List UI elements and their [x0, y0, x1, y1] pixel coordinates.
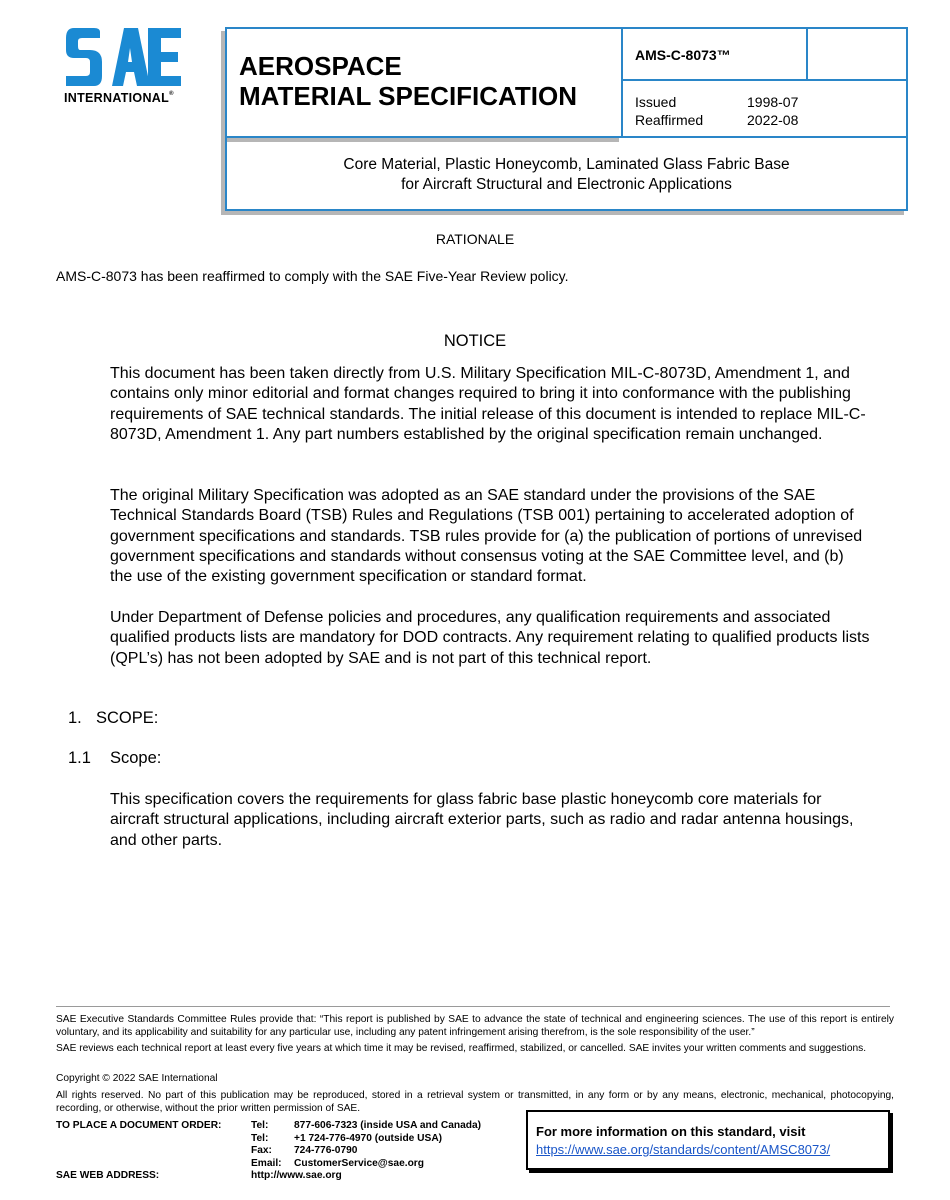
contact-tel-domestic: Tel: 877-606-7323 (inside USA and Canada) [251, 1120, 482, 1131]
more-info-box [526, 1110, 890, 1170]
subtitle-line-1: Core Material, Plastic Honeycomb, Laminated Glass Fabric Base [343, 156, 790, 173]
review-note: SAE reviews each technical report at least every five years at which time it may be revised, reaffirmed, stabilized, or cancelled. SAE invites your written comments and suggestions. [56, 1043, 867, 1054]
contact-list [251, 1120, 481, 1183]
issued-row [635, 94, 798, 111]
subtitle-box [225, 136, 908, 211]
document-number-box [621, 27, 808, 81]
sae-logo: INTERNATIONAL® [64, 28, 194, 105]
standard-page-link[interactable]: https://www.sae.org/standards/content/AMSC8073/ [536, 1142, 831, 1157]
fax-number: 724-776-0790 [294, 1145, 358, 1157]
contact-fax: Fax: 724-776-0790 [251, 1145, 358, 1157]
logo-subtitle: INTERNATIONAL [64, 91, 170, 105]
footer-divider [56, 1006, 890, 1007]
issued-date: 1998-07 [747, 94, 799, 110]
order-label: TO PLACE A DOCUMENT ORDER: [56, 1120, 222, 1131]
sae-logo-mark [64, 28, 182, 88]
section-1-1-title: Scope: [110, 749, 162, 767]
issued-label: Issued [635, 94, 677, 110]
more-info-title: For more information on this standard, visit [536, 1124, 806, 1139]
rules-note: SAE Executive Standards Committee Rules provide that: “This report is published by SAE to advance the state of technical and engineering sciences. The use of this report is entirely voluntary, and its applicability and suitability for any particular use, including any patent infringement arising therefrom, is the sole responsibility of the user.” [56, 1014, 894, 1038]
contact-email: Email: CustomerService@sae.org [251, 1157, 424, 1169]
document-subtitle [227, 155, 906, 195]
document-number: AMS-C-8073™ [635, 47, 731, 63]
issue-dates-box [621, 79, 908, 138]
document-type-title [239, 51, 577, 111]
notice-paragraph-1: This document has been taken directly from U.S. Military Specification MIL-C-8073D, Amendment 1, and contains only minor editorial and format changes required to bring it into conformance with the publishing requirements of SAE technical standards. The initial release of this document is intended to replace MIL-C-8073D, Amendment 1. Any part numbers established by the original specification remain unchanged. [110, 365, 866, 443]
notice-paragraph-2: The original Military Specification was adopted as an SAE standard under the provisions of the SAE Technical Standards Board (TSB) Rules and Regulations (TSB 001) pertaining to accelerated adoption of government specifications and standards. TSB rules provide for (a) the publication of portions of unrevised government specifications and standards without consensus voting at the SAE Committee level, and (b) the use of the existing government specification or standard format. [110, 487, 863, 586]
title-line-2: MATERIAL SPECIFICATION [239, 81, 577, 111]
notice-heading: NOTICE [443, 332, 507, 350]
notice-paragraph-3: Under Department of Defense policies and procedures, any qualification requirements and associated qualified products lists are mandatory for DOD contracts. Any requirement relating to qualified products lists (QPL’s) has not been adopted by SAE and is not part of this technical report. [110, 609, 870, 667]
phone-international[interactable]: +1 724-776-4970 (outside USA) [294, 1132, 443, 1144]
section-1-1-number: 1.1 [68, 749, 91, 767]
reaffirmed-date: 2022-08 [747, 112, 799, 128]
section-1-title: SCOPE: [96, 709, 159, 727]
title-line-1: AEROSPACE [239, 51, 402, 81]
copyright: Copyright © 2022 SAE International [56, 1073, 218, 1084]
section-1-number: 1. [68, 709, 82, 727]
web-address-link[interactable]: http://www.sae.org [251, 1170, 342, 1182]
email-address[interactable]: CustomerService@sae.org [294, 1157, 424, 1169]
contact-tel-international: Tel: +1 724-776-4970 (outside USA) [251, 1132, 443, 1144]
reaffirmed-label: Reaffirmed [635, 112, 704, 128]
rationale-heading: RATIONALE [435, 231, 515, 247]
rights-note: All rights reserved. No part of this publication may be reproduced, stored in a retrieval system or transmitted, in any form or by any means, electronic, mechanical, photocopying, recording, or otherwise, without the prior written permission of SAE. [56, 1090, 894, 1114]
scope-paragraph: This specification covers the requirements for glass fabric base plastic honeycomb core materials for aircraft structural applications, including aircraft exterior parts, such as radio and radar antenna housings, and other parts. [110, 791, 854, 849]
rationale-text: AMS-C-8073 has been reaffirmed to comply with the SAE Five-Year Review policy. [56, 268, 569, 284]
title-box [225, 27, 623, 138]
blank-cell [806, 27, 908, 81]
phone-domestic[interactable]: 877-606-7323 (inside USA and Canada) [294, 1120, 482, 1131]
web-address-label: SAE WEB ADDRESS: [56, 1170, 160, 1181]
subtitle-line-2: for Aircraft Structural and Electronic Applications [401, 176, 732, 193]
contact-web [251, 1170, 481, 1183]
reaffirmed-row [635, 112, 798, 129]
